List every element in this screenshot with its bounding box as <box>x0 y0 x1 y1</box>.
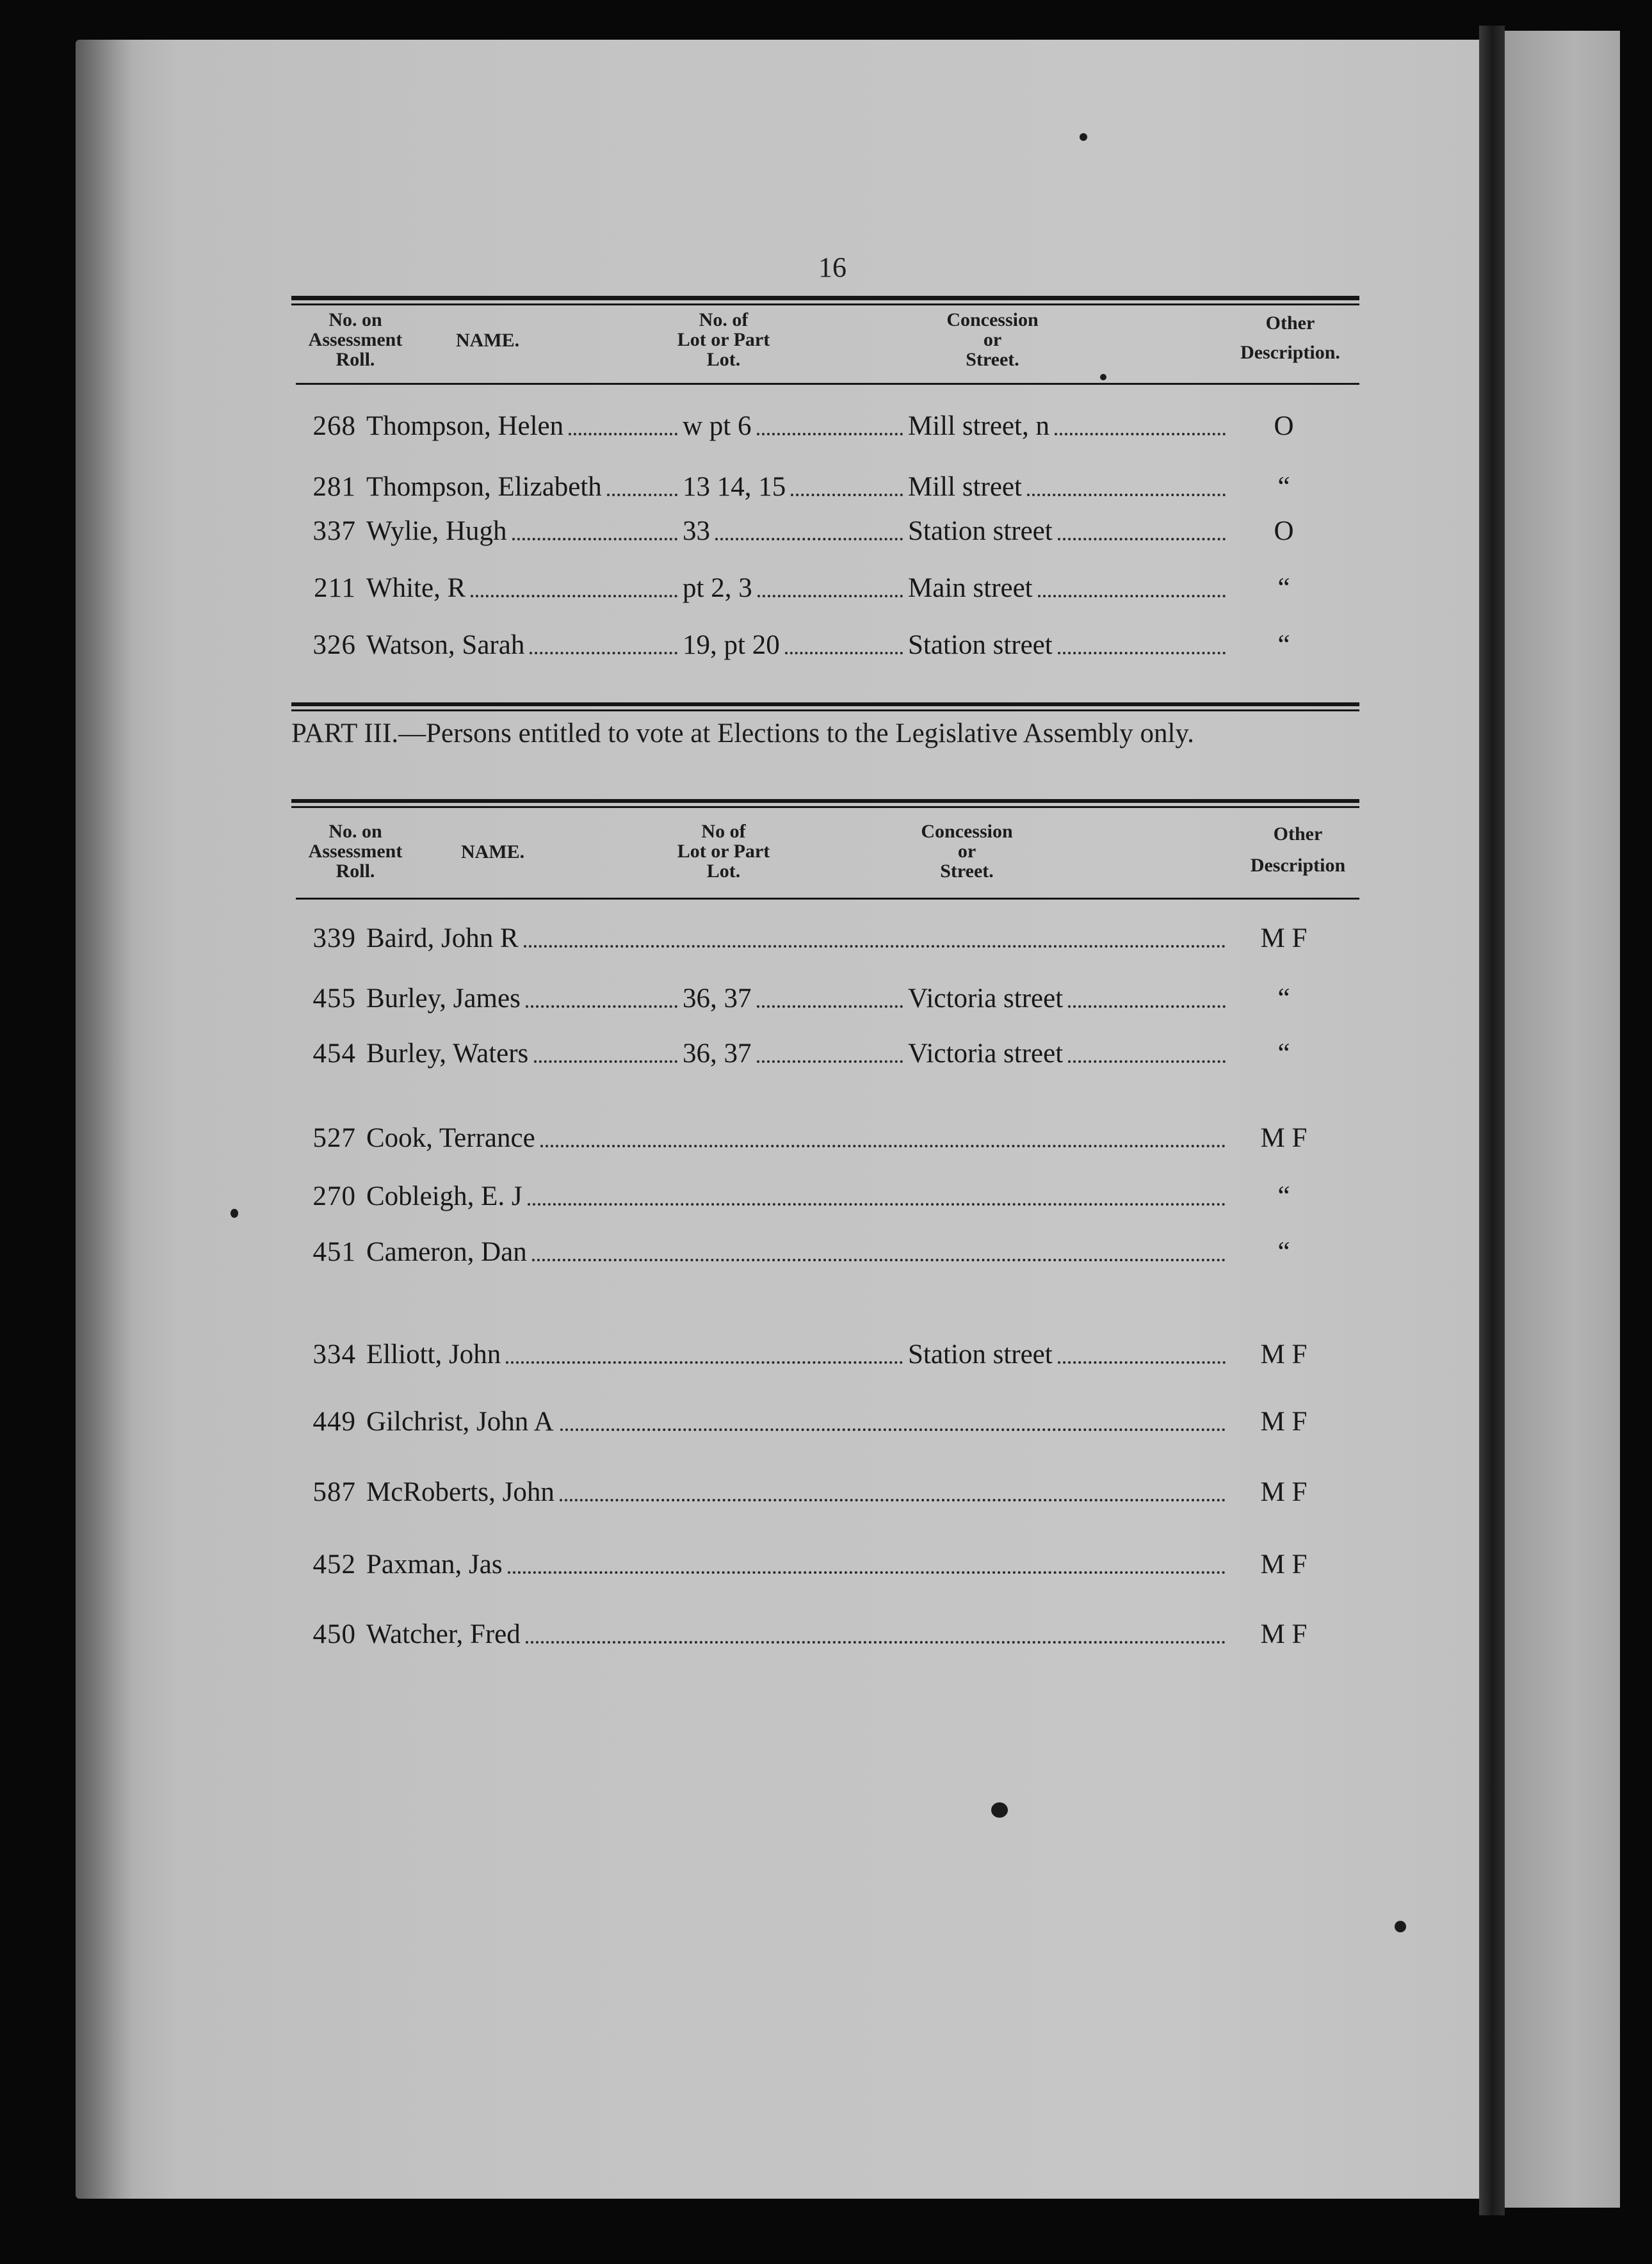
table2-top-rule-thick <box>291 799 1359 803</box>
adjacent-page-strip <box>1505 31 1620 2208</box>
table-row <box>0 1236 1652 1269</box>
table2-top-rule-thin <box>291 806 1359 808</box>
dot-leader <box>1068 1060 1226 1063</box>
dot-leader <box>1068 1005 1226 1008</box>
voter-name: Thompson, Helen <box>366 411 564 441</box>
table-row <box>0 1618 1652 1651</box>
voter-name: Cobleigh, E. J <box>366 1181 522 1211</box>
table2-header-roll: No. on Assessment Roll. <box>308 821 403 882</box>
table1-header-roll: No. on Assessment Roll. <box>308 309 403 370</box>
other-description: “ <box>1277 573 1290 603</box>
other-description: “ <box>1277 472 1290 502</box>
dot-leader <box>560 1428 1226 1431</box>
dot-leader <box>506 1361 903 1364</box>
table-row <box>0 982 1652 1015</box>
roll-number: 455 <box>312 983 356 1014</box>
table-row <box>0 1122 1652 1155</box>
other-description: “ <box>1277 1237 1290 1267</box>
dot-leader <box>715 538 903 540</box>
part3-top-rule-thin <box>291 709 1359 711</box>
roll-number: 450 <box>312 1619 356 1649</box>
voter-name: Gilchrist, John A <box>366 1407 554 1437</box>
other-description: M F <box>1260 923 1308 953</box>
voter-name: Watson, Sarah <box>366 630 525 660</box>
table1-top-rule-thin <box>291 303 1359 305</box>
dot-leader <box>512 538 677 540</box>
street-name: Victoria street <box>908 983 1064 1014</box>
dot-leader <box>1058 1361 1226 1364</box>
dot-leader <box>532 1259 1226 1261</box>
dot-leader <box>785 652 903 654</box>
table1-header-name: NAME. <box>456 330 520 351</box>
roll-number: 452 <box>312 1549 356 1580</box>
scan-speck <box>991 1802 1008 1818</box>
dot-leader <box>530 652 677 654</box>
dot-leader <box>1027 494 1226 496</box>
table1-header-rule <box>296 383 1359 385</box>
roll-number: 281 <box>312 472 356 502</box>
lot-number: 36, 37 <box>683 983 752 1014</box>
table1-header-description: Other Description. <box>1240 312 1340 363</box>
roll-number: 270 <box>312 1181 356 1211</box>
other-description: M F <box>1260 1619 1308 1649</box>
table-row <box>0 1338 1652 1371</box>
table1-header-street: Concession or Street. <box>946 309 1039 370</box>
dot-leader <box>540 1145 1226 1147</box>
dot-leader <box>757 1005 903 1008</box>
table-row <box>0 1037 1652 1071</box>
dot-leader <box>1055 433 1226 435</box>
street-name: Victoria street <box>908 1039 1064 1069</box>
street-name: Station street <box>908 1339 1053 1370</box>
part3-heading: PART III.—Persons entitled to vote at Elections to the Legislative Assembly only. <box>291 718 1194 748</box>
part3-top-rule-thick <box>291 702 1359 706</box>
scan-speck <box>1395 1921 1406 1932</box>
voter-name: Burley, Waters <box>366 1039 529 1069</box>
table-row <box>0 410 1652 443</box>
dot-leader <box>791 494 903 496</box>
dot-leader <box>526 1641 1226 1644</box>
dot-leader <box>607 494 677 496</box>
voter-name: Cook, Terrance <box>366 1123 535 1153</box>
other-description: M F <box>1260 1549 1308 1580</box>
table-row <box>0 471 1652 504</box>
lot-number: w pt 6 <box>683 411 752 441</box>
street-name: Main street <box>908 573 1033 603</box>
roll-number: 527 <box>312 1123 356 1153</box>
table-row <box>0 1405 1652 1439</box>
table1-header-lot: No. of Lot or Part Lot. <box>677 309 770 370</box>
dot-leader <box>1058 652 1226 654</box>
dot-leader <box>534 1060 677 1063</box>
table2-header-rule <box>296 898 1359 900</box>
roll-number: 337 <box>312 516 356 546</box>
other-description: O <box>1274 516 1294 546</box>
roll-number: 449 <box>312 1407 356 1437</box>
page-edge-shadow <box>76 40 133 2199</box>
dot-leader <box>471 595 677 597</box>
table-row <box>0 1548 1652 1581</box>
roll-number: 268 <box>312 411 356 441</box>
dot-leader <box>1058 538 1226 540</box>
voter-name: Elliott, John <box>366 1339 501 1370</box>
table2-header-street: Concession or Street. <box>921 821 1013 882</box>
voter-name: Paxman, Jas <box>366 1549 503 1580</box>
lot-number: 36, 37 <box>683 1039 752 1069</box>
roll-number: 451 <box>312 1237 356 1267</box>
dot-leader <box>757 595 903 597</box>
table2-header-lot: No of Lot or Part Lot. <box>677 821 770 882</box>
scan-speck <box>1080 133 1087 141</box>
dot-leader <box>560 1499 1226 1501</box>
roll-number: 334 <box>312 1339 356 1370</box>
table-row <box>0 1180 1652 1213</box>
other-description: “ <box>1277 1181 1290 1211</box>
voter-name: White, R <box>366 573 466 603</box>
table2-header-description: Other Description <box>1250 823 1346 876</box>
roll-number: 454 <box>312 1039 356 1069</box>
table-row <box>0 572 1652 605</box>
scan-speck <box>231 1209 238 1218</box>
table2-header-name: NAME. <box>461 841 525 862</box>
dot-leader <box>508 1571 1226 1574</box>
table-row <box>0 515 1652 548</box>
dot-leader <box>569 433 677 435</box>
dot-leader <box>526 1005 677 1008</box>
page-number: 16 <box>818 252 846 283</box>
lot-number: 33 <box>683 516 710 546</box>
other-description: M F <box>1260 1477 1308 1507</box>
table-row <box>0 922 1652 955</box>
scan-speck <box>1100 374 1106 380</box>
street-name: Station street <box>908 516 1053 546</box>
dot-leader <box>528 1203 1226 1206</box>
other-description: O <box>1274 411 1294 441</box>
other-description: M F <box>1260 1407 1308 1437</box>
roll-number: 339 <box>312 923 356 953</box>
street-name: Mill street, n <box>908 411 1049 441</box>
voter-name: McRoberts, John <box>366 1477 555 1507</box>
dot-leader <box>757 1060 903 1063</box>
roll-number: 587 <box>312 1477 356 1507</box>
binding-gutter <box>1479 26 1505 2215</box>
table1-top-rule-thick <box>291 296 1359 300</box>
street-name: Station street <box>908 630 1053 660</box>
voter-name: Burley, James <box>366 983 521 1014</box>
roll-number: 326 <box>312 630 356 660</box>
lot-number: 19, pt 20 <box>683 630 780 660</box>
other-description: M F <box>1260 1123 1308 1153</box>
lot-number: pt 2, 3 <box>683 573 752 603</box>
other-description: “ <box>1277 630 1290 660</box>
voter-name: Wylie, Hugh <box>366 516 507 546</box>
voter-name: Watcher, Fred <box>366 1619 521 1649</box>
dot-leader <box>757 433 903 435</box>
voter-name: Baird, John R <box>366 923 519 953</box>
table-row <box>0 629 1652 662</box>
lot-number: 13 14, 15 <box>683 472 786 502</box>
voter-name: Cameron, Dan <box>366 1237 527 1267</box>
roll-number: 211 <box>314 573 356 603</box>
voter-name: Thompson, Elizabeth <box>366 472 602 502</box>
street-name: Mill street <box>908 472 1022 502</box>
table-row <box>0 1476 1652 1509</box>
other-description: M F <box>1260 1339 1308 1370</box>
other-description: “ <box>1277 1039 1290 1069</box>
other-description: “ <box>1277 983 1290 1014</box>
dot-leader <box>524 945 1226 948</box>
dot-leader <box>1038 595 1226 597</box>
